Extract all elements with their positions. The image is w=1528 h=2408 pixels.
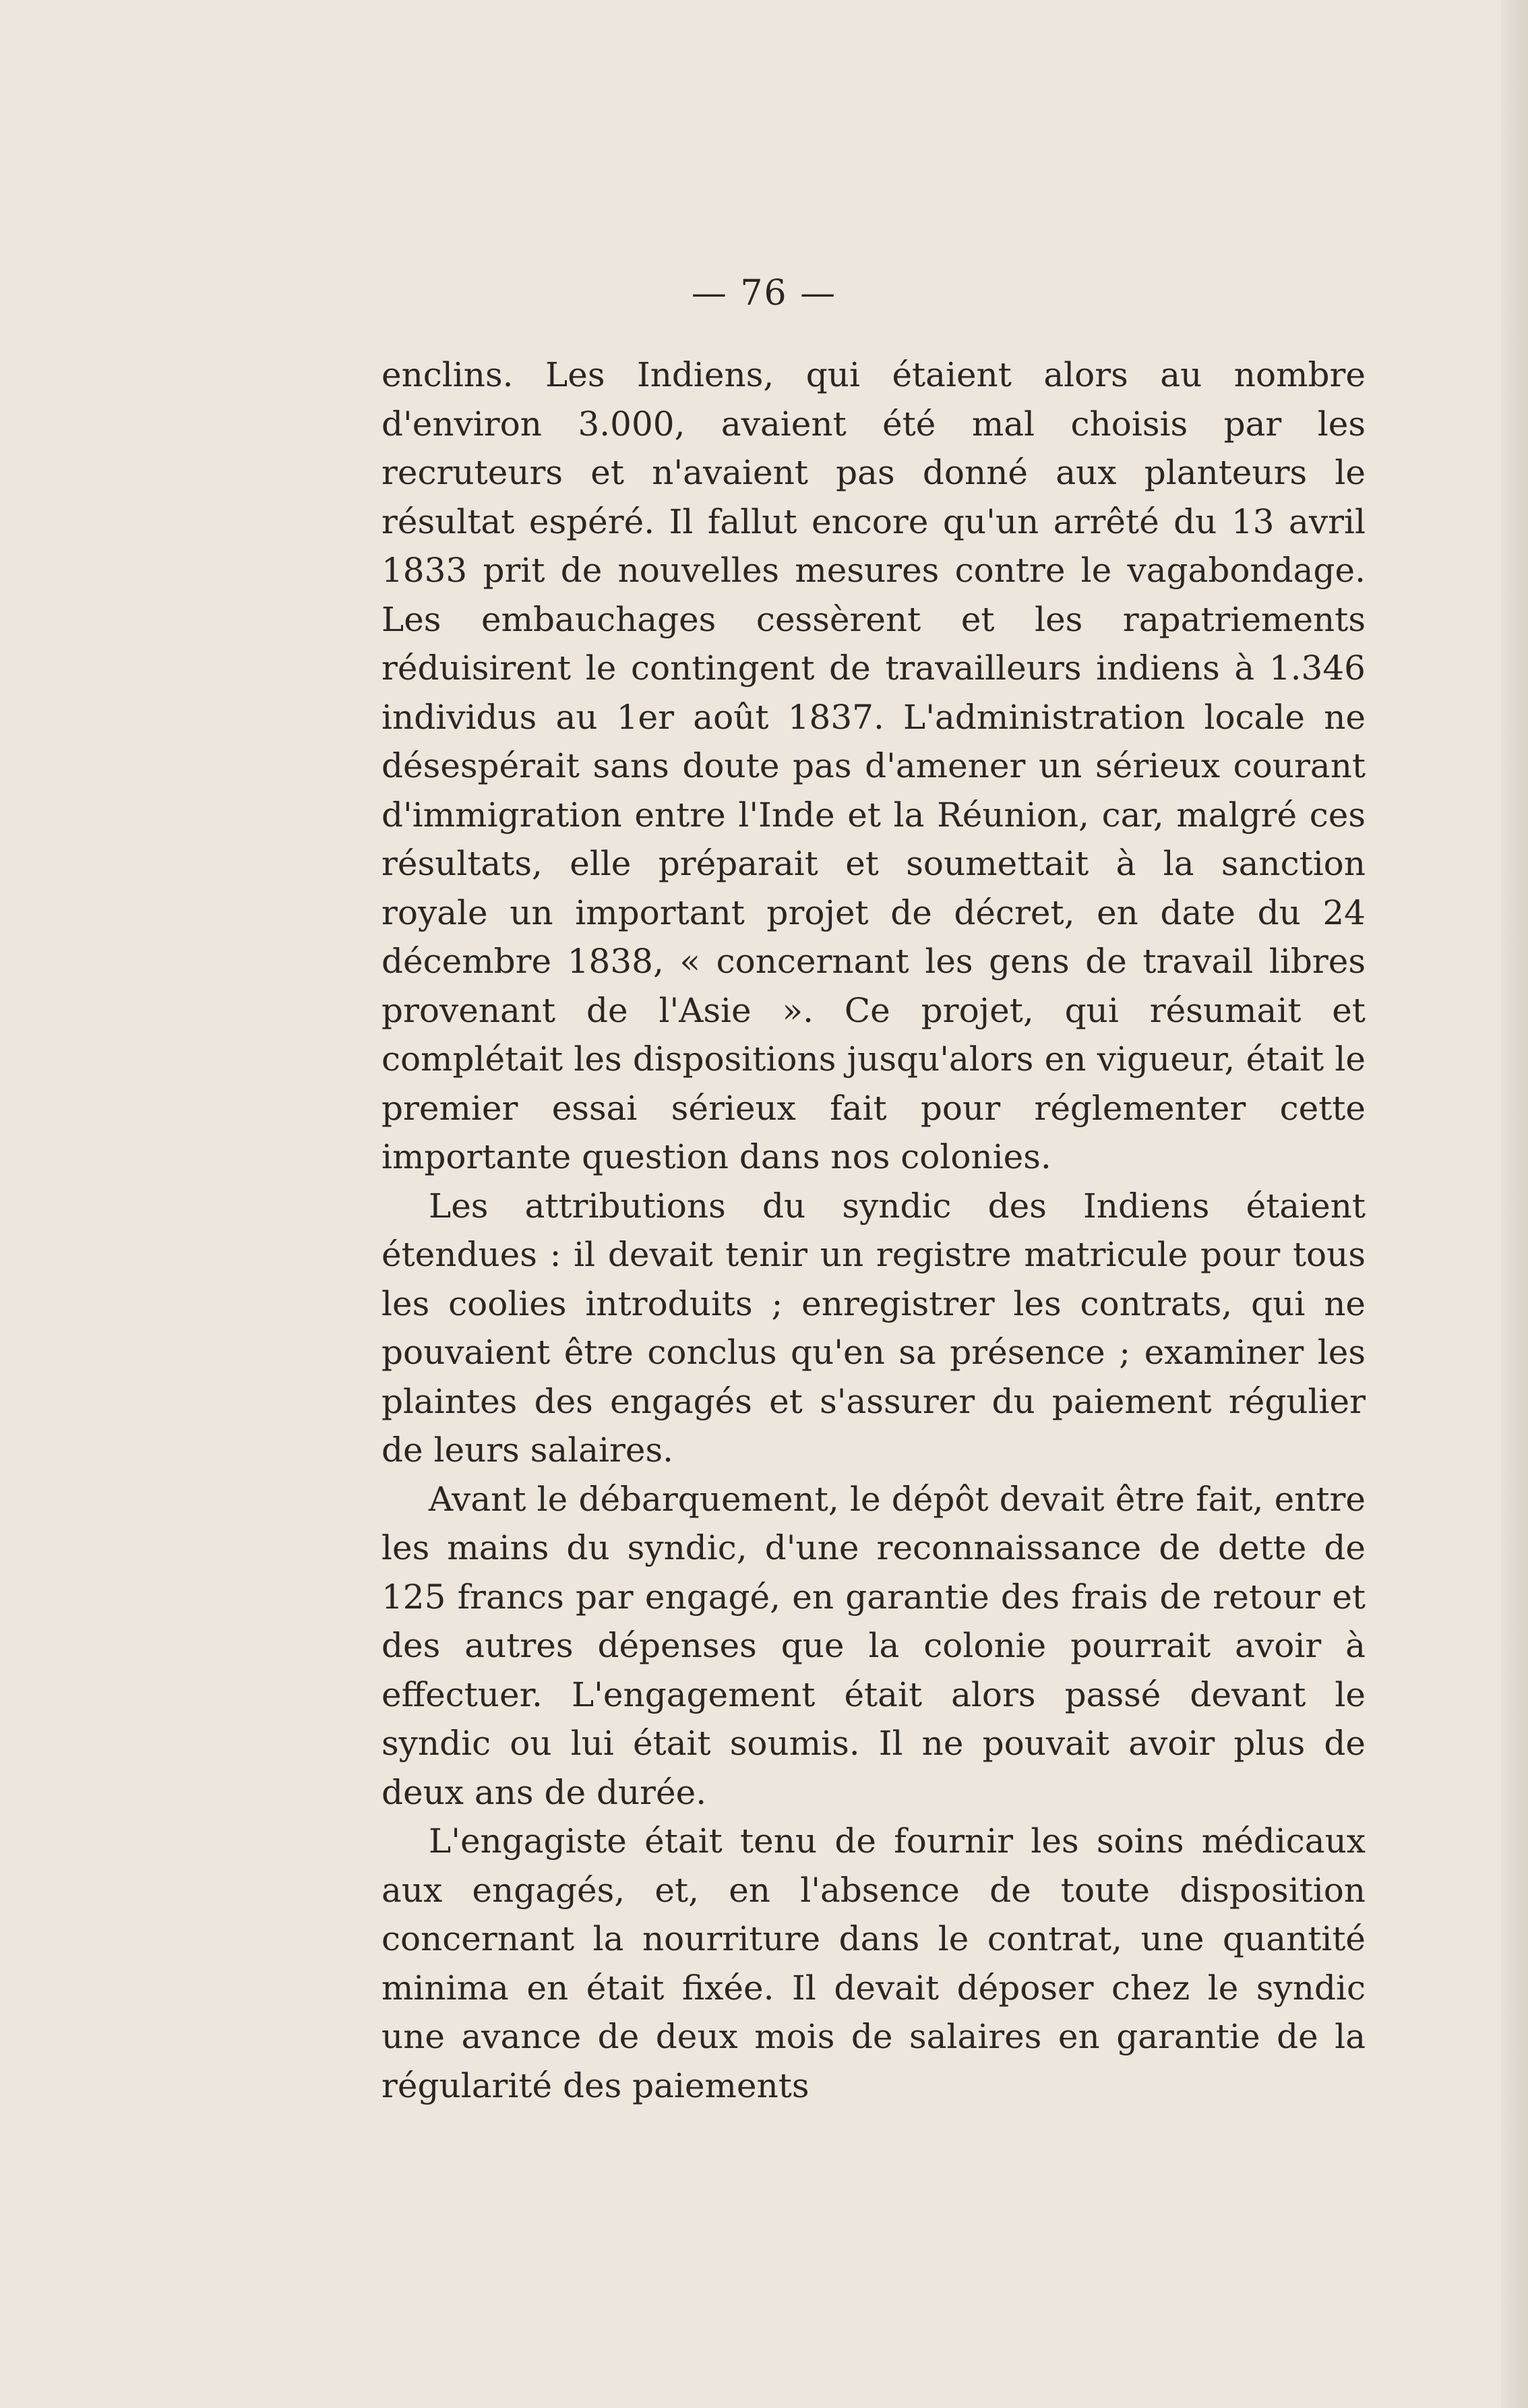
paragraph-2: Les attributions du syndic des Indiens étaient étendues : il devait tenir un registre matricule pour tous les coolies introduits ; enregistrer les contrats, qui ne pouvaient être conclus qu'en sa présence ; examiner les plaintes des engagés et s'assurer du paiement régulier de leurs salaires. bbox=[381, 1186, 1366, 1470]
paragraph-3: Avant le débarquement, le dépôt devait être fait, entre les mains du syndic, d'une reconnaissance de dette de 125 francs par engagé, en garantie des frais de retour et des autres dépenses que la colonie pourrait avoir à effectuer. L'engagement était alors passé devant le syndic ou lui était soumis. Il ne pouvait avoir plus de deux ans de durée. bbox=[381, 1479, 1366, 1812]
paragraph-1: enclins. Les Indiens, qui étaient alors au nombre d'environ 3.000, avaient été mal choisis par les recruteurs et n'avaient pas donné aux planteurs le résultat espéré. Il fallut encore qu'un arrêté du 13 avril 1833 prit de nouvelles mesures contre le vagabondage. Les embauchages cessèrent et les rapatriements réduisirent le contingent de travailleurs indiens à 1.346 individus au 1er août 1837. L'administration locale ne désespérait sans doute pas d'amener un sérieux courant d'immigration entre l'Inde et la Réunion, car, malgré ces résultats, elle préparait et soumettait à la sanction royale un important projet de décret, en date du 24 décembre 1838, « concernant les gens de travail libres provenant de l'Asie ». Ce projet, qui résumait et complétait les dispositions jusqu'alors en vigueur, était le premier essai sérieux fait pour réglementer cette importante question dans nos colonies. bbox=[381, 355, 1366, 1176]
page-number: — 76 — bbox=[691, 273, 837, 313]
paragraph-4: L'engagiste était tenu de fournir les soins médicaux aux engagés, et, en l'absence de toute disposition concernant la nourriture dans le contrat, une quantité minima en était fixée. Il devait déposer chez le syndic une avance de deux mois de salaires en garantie de la régularité des paiements bbox=[381, 1822, 1366, 2105]
body-text bbox=[381, 351, 1366, 2110]
page-edge-shadow bbox=[1501, 0, 1528, 2408]
